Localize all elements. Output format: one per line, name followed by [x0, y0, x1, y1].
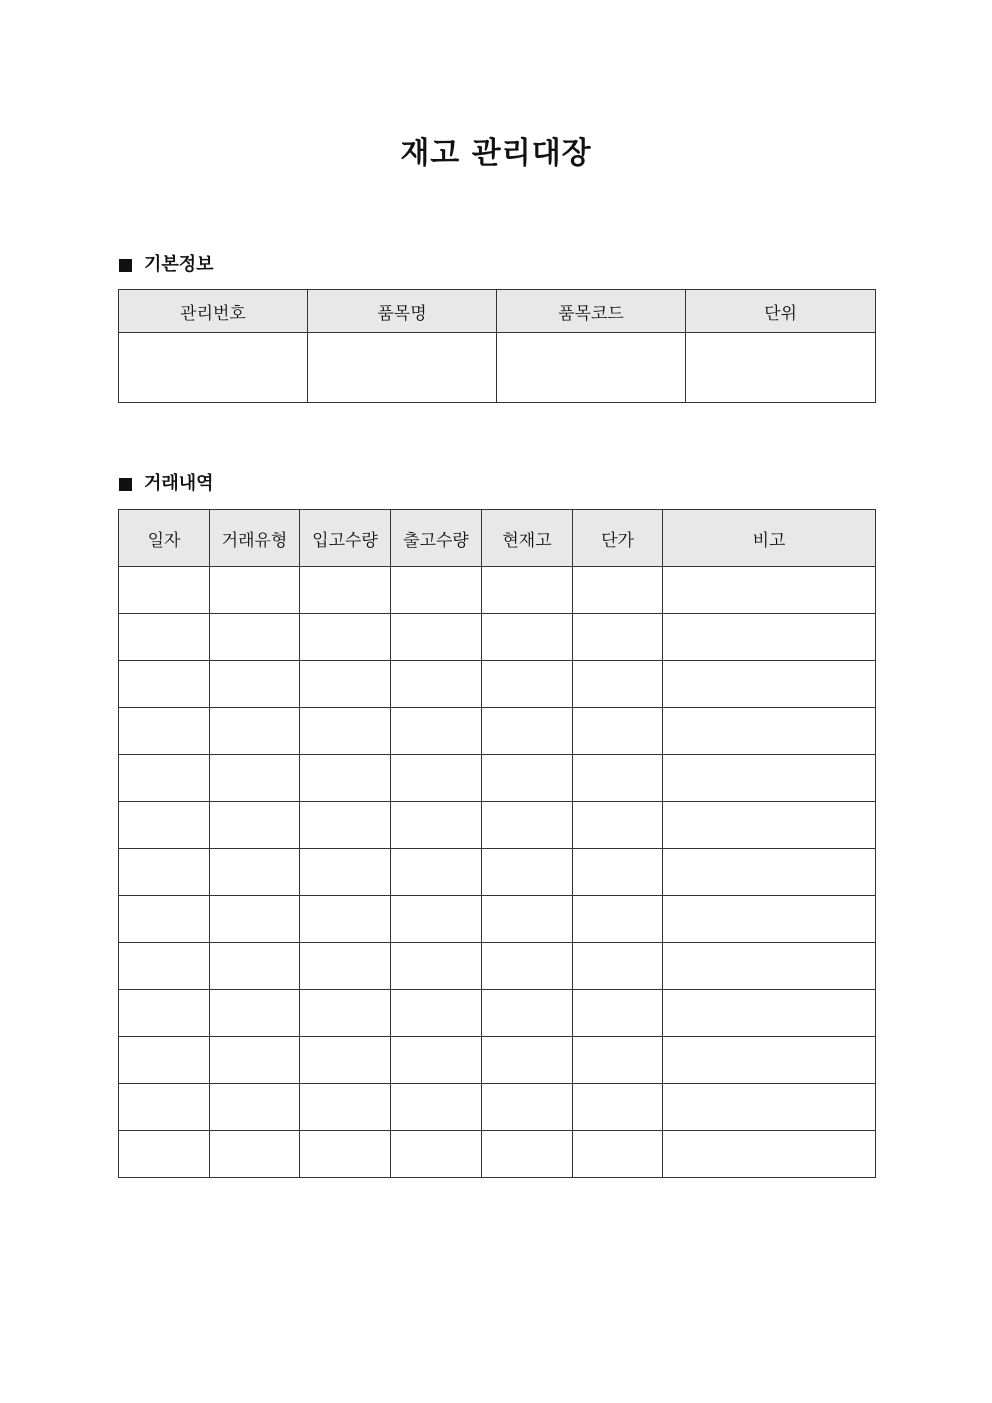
transaction-type-cell[interactable]	[210, 1084, 300, 1131]
table-header-row	[119, 510, 876, 567]
remarks-cell[interactable]	[663, 896, 876, 943]
date-cell[interactable]	[119, 990, 210, 1037]
current-stock-cell[interactable]	[482, 896, 573, 943]
transaction-type-cell[interactable]	[210, 567, 300, 614]
current-stock-cell[interactable]	[482, 943, 573, 990]
column-header-current-stock: 현재고	[482, 510, 573, 567]
date-cell[interactable]	[119, 849, 210, 896]
outgoing-qty-cell[interactable]	[391, 1131, 482, 1178]
management-number-field[interactable]	[119, 333, 308, 403]
incoming-qty-cell[interactable]	[300, 849, 391, 896]
unit-price-cell[interactable]	[573, 567, 663, 614]
transaction-type-cell[interactable]	[210, 1037, 300, 1084]
unit-price-cell[interactable]	[573, 802, 663, 849]
unit-price-cell[interactable]	[573, 943, 663, 990]
transaction-type-cell[interactable]	[210, 943, 300, 990]
outgoing-qty-cell[interactable]	[391, 896, 482, 943]
item-code-field[interactable]	[497, 333, 686, 403]
remarks-cell[interactable]	[663, 943, 876, 990]
transactions-table	[118, 509, 876, 1178]
unit-field[interactable]	[686, 333, 876, 403]
outgoing-qty-cell[interactable]	[391, 943, 482, 990]
incoming-qty-cell[interactable]	[300, 708, 391, 755]
date-cell[interactable]	[119, 614, 210, 661]
date-cell[interactable]	[119, 1037, 210, 1084]
column-header-incoming-qty: 입고수량	[300, 510, 391, 567]
outgoing-qty-cell[interactable]	[391, 614, 482, 661]
incoming-qty-cell[interactable]	[300, 1131, 391, 1178]
unit-price-cell[interactable]	[573, 1037, 663, 1084]
remarks-cell[interactable]	[663, 1131, 876, 1178]
transaction-type-cell[interactable]	[210, 896, 300, 943]
date-cell[interactable]	[119, 802, 210, 849]
column-header-date: 일자	[119, 510, 210, 567]
date-cell[interactable]	[119, 755, 210, 802]
transaction-type-cell[interactable]	[210, 755, 300, 802]
outgoing-qty-cell[interactable]	[391, 567, 482, 614]
current-stock-cell[interactable]	[482, 614, 573, 661]
outgoing-qty-cell[interactable]	[391, 755, 482, 802]
column-header-transaction-type: 거래유형	[210, 510, 300, 567]
column-header-remarks: 비고	[663, 510, 876, 567]
outgoing-qty-cell[interactable]	[391, 802, 482, 849]
table-row	[119, 333, 876, 403]
date-cell[interactable]	[119, 1131, 210, 1178]
column-header-item-code: 품목코드	[497, 290, 686, 333]
item-name-field[interactable]	[308, 333, 497, 403]
unit-price-cell[interactable]	[573, 849, 663, 896]
table-row	[119, 802, 876, 849]
remarks-cell[interactable]	[663, 1084, 876, 1131]
basic-info-table	[118, 289, 876, 403]
remarks-cell[interactable]	[663, 1037, 876, 1084]
table-row	[119, 849, 876, 896]
square-bullet-icon	[119, 259, 132, 272]
table-row	[119, 614, 876, 661]
incoming-qty-cell[interactable]	[300, 896, 391, 943]
column-header-unit-price: 단가	[573, 510, 663, 567]
transaction-type-cell[interactable]	[210, 990, 300, 1037]
date-cell[interactable]	[119, 943, 210, 990]
table-header-row	[119, 290, 876, 333]
outgoing-qty-cell[interactable]	[391, 1084, 482, 1131]
current-stock-cell[interactable]	[482, 1084, 573, 1131]
incoming-qty-cell[interactable]	[300, 614, 391, 661]
table-row	[119, 896, 876, 943]
section-heading-basic-info	[119, 252, 214, 278]
incoming-qty-cell[interactable]	[300, 1084, 391, 1131]
remarks-cell[interactable]	[663, 755, 876, 802]
table-row	[119, 1037, 876, 1084]
transaction-type-cell[interactable]	[210, 661, 300, 708]
current-stock-cell[interactable]	[482, 708, 573, 755]
unit-price-cell[interactable]	[573, 896, 663, 943]
current-stock-cell[interactable]	[482, 990, 573, 1037]
section-heading-label: 거래내역	[144, 473, 214, 494]
transaction-type-cell[interactable]	[210, 802, 300, 849]
table-row	[119, 1131, 876, 1178]
remarks-cell[interactable]	[663, 614, 876, 661]
incoming-qty-cell[interactable]	[300, 943, 391, 990]
outgoing-qty-cell[interactable]	[391, 1037, 482, 1084]
date-cell[interactable]	[119, 567, 210, 614]
current-stock-cell[interactable]	[482, 661, 573, 708]
incoming-qty-cell[interactable]	[300, 1037, 391, 1084]
unit-price-cell[interactable]	[573, 1131, 663, 1178]
date-cell[interactable]	[119, 1084, 210, 1131]
table-row	[119, 990, 876, 1037]
incoming-qty-cell[interactable]	[300, 661, 391, 708]
incoming-qty-cell[interactable]	[300, 567, 391, 614]
transaction-type-cell[interactable]	[210, 614, 300, 661]
remarks-cell[interactable]	[663, 567, 876, 614]
current-stock-cell[interactable]	[482, 755, 573, 802]
incoming-qty-cell[interactable]	[300, 990, 391, 1037]
unit-price-cell[interactable]	[573, 1084, 663, 1131]
remarks-cell[interactable]	[663, 708, 876, 755]
remarks-cell[interactable]	[663, 661, 876, 708]
outgoing-qty-cell[interactable]	[391, 990, 482, 1037]
remarks-cell[interactable]	[663, 802, 876, 849]
incoming-qty-cell[interactable]	[300, 802, 391, 849]
date-cell[interactable]	[119, 708, 210, 755]
current-stock-cell[interactable]	[482, 1037, 573, 1084]
outgoing-qty-cell[interactable]	[391, 708, 482, 755]
current-stock-cell[interactable]	[482, 1131, 573, 1178]
remarks-cell[interactable]	[663, 990, 876, 1037]
transaction-type-cell[interactable]	[210, 1131, 300, 1178]
unit-price-cell[interactable]	[573, 708, 663, 755]
table-row	[119, 943, 876, 990]
current-stock-cell[interactable]	[482, 849, 573, 896]
table-row	[119, 661, 876, 708]
transaction-type-cell[interactable]	[210, 849, 300, 896]
column-header-management-number: 관리번호	[119, 290, 308, 333]
unit-price-cell[interactable]	[573, 755, 663, 802]
table-row	[119, 567, 876, 614]
column-header-unit: 단위	[686, 290, 876, 333]
table-row	[119, 755, 876, 802]
outgoing-qty-cell[interactable]	[391, 849, 482, 896]
incoming-qty-cell[interactable]	[300, 755, 391, 802]
unit-price-cell[interactable]	[573, 661, 663, 708]
section-heading-transactions	[119, 471, 214, 497]
transaction-type-cell[interactable]	[210, 708, 300, 755]
unit-price-cell[interactable]	[573, 990, 663, 1037]
page-title: 재고 관리대장	[400, 136, 592, 171]
table-row	[119, 708, 876, 755]
current-stock-cell[interactable]	[482, 567, 573, 614]
square-bullet-icon	[119, 478, 132, 491]
date-cell[interactable]	[119, 896, 210, 943]
section-heading-label: 기본정보	[144, 254, 214, 275]
current-stock-cell[interactable]	[482, 802, 573, 849]
column-header-item-name: 품목명	[308, 290, 497, 333]
outgoing-qty-cell[interactable]	[391, 661, 482, 708]
date-cell[interactable]	[119, 661, 210, 708]
remarks-cell[interactable]	[663, 849, 876, 896]
column-header-outgoing-qty: 출고수량	[391, 510, 482, 567]
unit-price-cell[interactable]	[573, 614, 663, 661]
table-row	[119, 1084, 876, 1131]
